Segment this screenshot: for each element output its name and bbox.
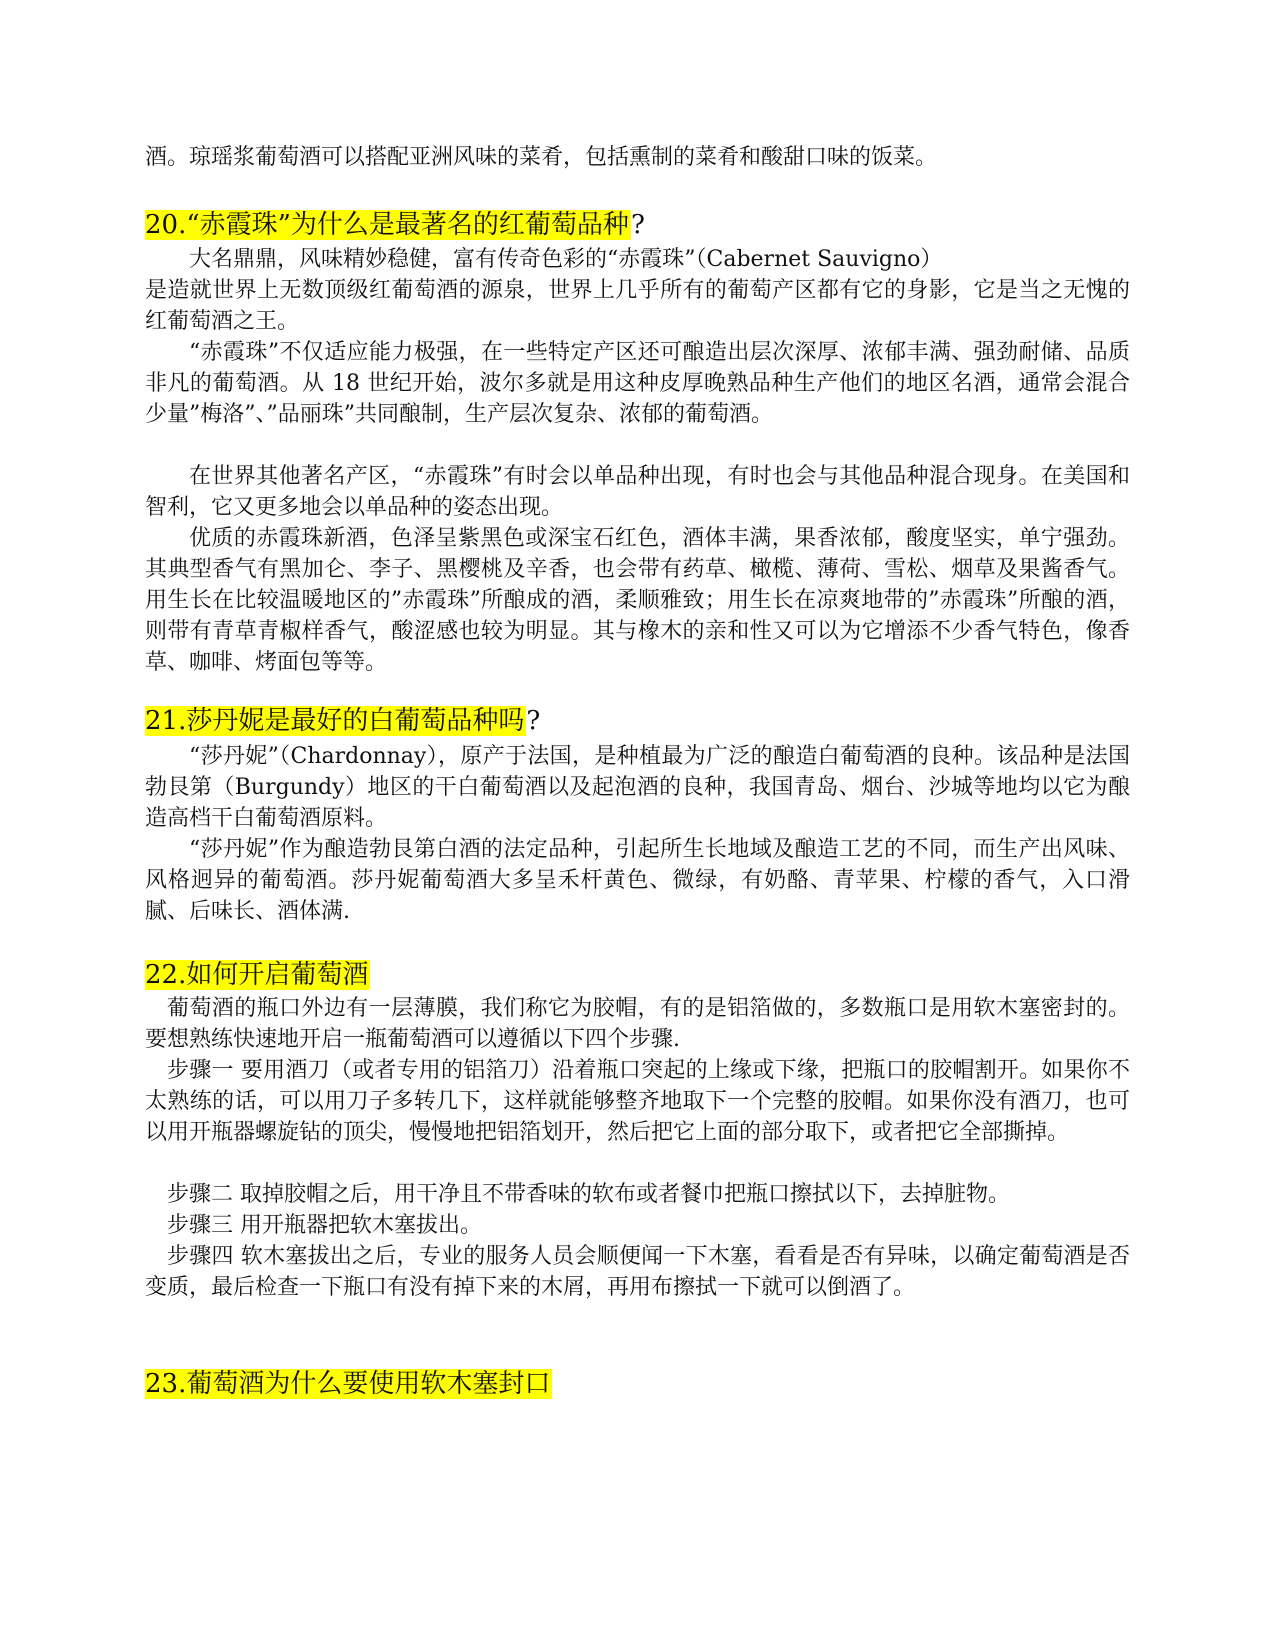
section21-heading-question-mark: ? bbox=[526, 706, 541, 736]
section20-paragraph-4: 在世界其他著名产区，“赤霞珠”有时会以单品种出现，有时也会与其他品种混合现身。在美国和智利，它又更多地会以单品种的姿态出现。 bbox=[145, 464, 1130, 520]
section23-heading-highlight: 23.葡萄酒为什么要使用软木塞封口 bbox=[145, 1369, 551, 1399]
section23-heading bbox=[145, 1367, 552, 1401]
section21-heading-highlight: 21.莎丹妮是最好的白葡萄品种吗 bbox=[145, 706, 525, 736]
section22-step4-paragraph: 步骤四 软木塞拔出之后，专业的服务人员会顺便闻一下木塞，看看是否有异味，以确定葡萄酒是否变质，最后检查一下瓶口有没有掉下来的木屑，再用布擦拭一下就可以倒酒了。 bbox=[145, 1244, 1130, 1300]
section22-step3-paragraph: 步骤三 用开瓶器把软木塞拔出。 bbox=[167, 1213, 482, 1238]
section20-heading-highlight: 20.“赤霞珠”为什么是最著名的红葡萄品种 bbox=[145, 210, 629, 240]
section20-paragraph-3: “赤霞珠”不仅适应能力极强，在一些特定产区还可酿造出层次深厚、浓郁丰满、强劲耐储、品质非凡的葡萄酒。从 18 世纪开始，波尔多就是用这种皮厚晚熟品种生产他们的地区名酒，通常会混合少量”梅洛”、”品丽珠”共同酿制，生产层次复杂、浓郁的葡萄酒。 bbox=[145, 340, 1130, 427]
section22-step1-paragraph: 步骤一 要用酒刀（或者专用的铝箔刀）沿着瓶口突起的上缘或下缘，把瓶口的胶帽割开。如果你不太熟练的话，可以用刀子多转几下，这样就能够整齐地取下一个完整的胶帽。如果你没有酒刀，也可以用开瓶器螺旋钻的顶尖，慢慢地把铝箔划开，然后把它上面的部分取下，或者把它全部撕掉。 bbox=[145, 1058, 1130, 1145]
section20-heading bbox=[145, 208, 645, 242]
section21-paragraph-1: “莎丹妮”（Chardonnay），原产于法国，是种植最为广泛的酿造白葡萄酒的良种。该品种是法国勃艮第（Burgundy）地区的干白葡萄酒以及起泡酒的良种，我国青岛、烟台、沙城等地均以它为酿造高档干白葡萄酒原料。 bbox=[145, 744, 1130, 831]
section20-paragraph-5: 优质的赤霞珠新酒，色泽呈紫黑色或深宝石红色，酒体丰满，果香浓郁，酸度坚实，单宁强劲。其典型香气有黑加仑、李子、黑樱桃及辛香，也会带有药草、橄榄、薄荷、雪松、烟草及果酱香气。用生长在比较温暖地区的”赤霞珠”所酿成的酒，柔顺雅致；用生长在凉爽地带的”赤霞珠”所酿的酒，则带有青草青椒样香气，酸涩感也较为明显。其与橡木的亲和性又可以为它增添不少香气特色，像香草、咖啡、烤面包等等。 bbox=[145, 526, 1130, 675]
section22-heading-highlight: 22.如何开启葡萄酒 bbox=[145, 960, 369, 990]
section21-paragraph-2: “莎丹妮”作为酿造勃艮第白酒的法定品种，引起所生长地域及酿造工艺的不同，而生产出风味、风格迥异的葡萄酒。莎丹妮葡萄酒大多呈禾杆黄色、微绿，有奶酪、青苹果、柠檬的香气，入口滑腻、后味长、酒体满. bbox=[145, 837, 1130, 924]
section19-tail-paragraph: 酒。琼瑶浆葡萄酒可以搭配亚洲风味的菜肴，包括熏制的菜肴和酸甜口味的饭菜。 bbox=[145, 145, 938, 170]
section21-heading bbox=[145, 704, 540, 738]
section20-paragraph-2: 是造就世界上无数顶级红葡萄酒的源泉，世界上几乎所有的葡萄产区都有它的身影，它是当之无愧的红葡萄酒之王。 bbox=[145, 278, 1130, 334]
section22-paragraph-1: 葡萄酒的瓶口外边有一层薄膜，我们称它为胶帽，有的是铝箔做的，多数瓶口是用软木塞密封的。要想熟练快速地开启一瓶葡萄酒可以遵循以下四个步骤. bbox=[145, 996, 1130, 1052]
section20-paragraph-1: 大名鼎鼎，风味精妙稳健，富有传奇色彩的“赤霞珠”（Cabernet Sauvigno） bbox=[189, 247, 943, 272]
section20-heading-question-mark: ? bbox=[630, 210, 645, 240]
section22-step2-paragraph: 步骤二 取掉胶帽之后，用干净且不带香味的软布或者餐巾把瓶口擦拭以下，去掉脏物。 bbox=[167, 1182, 1010, 1207]
section22-heading bbox=[145, 958, 370, 992]
